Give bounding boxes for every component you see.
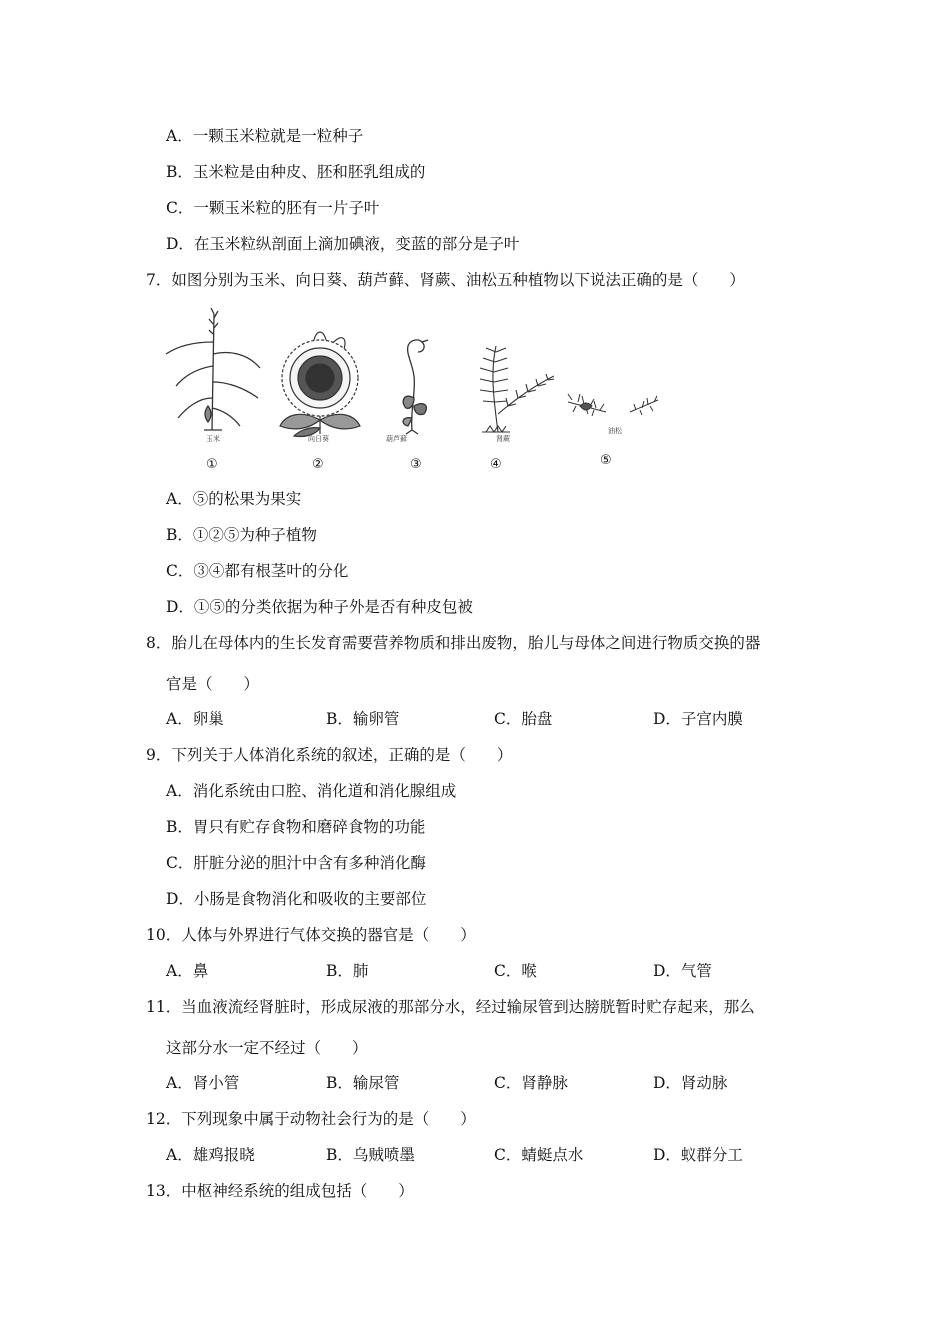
q12-option-a: A．雄鸡报晓 xyxy=(166,1146,255,1164)
q6-option-c: C．一颗玉米粒的胚有一片子叶 xyxy=(166,199,380,217)
q8-option-a: A．卵巢 xyxy=(166,710,224,728)
plant-num-5: ⑤ xyxy=(600,453,612,468)
plant-num-3: ③ xyxy=(410,457,422,472)
q11-option-b: B．输尿管 xyxy=(326,1074,400,1092)
q7-option-b: B．①②⑤为种子植物 xyxy=(166,526,317,544)
q11-stem-line2: 这部分水一定不经过（ ） xyxy=(166,1039,368,1057)
q7-option-c: C．③④都有根茎叶的分化 xyxy=(166,562,349,580)
q9-option-d: D．小肠是食物消化和吸收的主要部位 xyxy=(166,890,427,908)
q8-stem-line1: 8．胎儿在母体内的生长发育需要营养物质和排出废物，胎儿与母体之间进行物质交换的器 xyxy=(146,634,761,652)
q10-option-a: A．鼻 xyxy=(166,962,209,980)
plant-label-fern: 肾蕨 xyxy=(496,435,510,443)
q12-option-d: D．蚁群分工 xyxy=(653,1146,743,1164)
q8-option-d: D．子宫内膜 xyxy=(653,710,743,728)
plant-label-corn: 玉米 xyxy=(206,435,220,443)
q10-option-c: C．喉 xyxy=(494,962,537,980)
q10-option-d: D．气管 xyxy=(653,962,712,980)
plant-label-sunflower: 向日葵 xyxy=(308,435,329,443)
plant-num-1: ① xyxy=(206,457,218,472)
q9-option-b: B．胃只有贮存食物和磨碎食物的功能 xyxy=(166,818,426,836)
q7-option-d: D．①⑤的分类依据为种子外是否有种皮包被 xyxy=(166,598,473,616)
q12-stem: 12．下列现象中属于动物社会行为的是（ ） xyxy=(146,1110,476,1128)
q12-options xyxy=(166,1145,786,1165)
q10-options xyxy=(166,961,786,981)
q6-option-b: B．玉米粒是由种皮、胚和胚乳组成的 xyxy=(166,163,426,181)
q9-option-c: C．肝脏分泌的胆汁中含有多种消化酶 xyxy=(166,854,426,872)
moss-illustration xyxy=(403,340,428,434)
q8-option-c: C．胎盘 xyxy=(494,710,553,728)
q6-option-d: D．在玉米粒纵剖面上滴加碘液，变蓝的部分是子叶 xyxy=(166,235,520,253)
plant-num-2: ② xyxy=(312,457,324,472)
q7-stem: 7．如图分别为玉米、向日葵、葫芦藓、肾蕨、油松五种植物以下说法正确的是（ ） xyxy=(146,271,745,289)
q11-options xyxy=(166,1073,786,1093)
q8-option-b: B．输卵管 xyxy=(326,710,400,728)
q11-option-c: C．肾静脉 xyxy=(494,1074,568,1092)
q9-stem: 9．下列关于人体消化系统的叙述，正确的是（ ） xyxy=(146,746,513,764)
q10-stem: 10．人体与外界进行气体交换的器官是（ ） xyxy=(146,926,476,944)
q11-option-a: A．肾小管 xyxy=(166,1074,240,1092)
pine-illustration xyxy=(568,394,658,416)
q13-stem: 13．中枢神经系统的组成包括（ ） xyxy=(146,1182,414,1200)
corn-illustration xyxy=(166,308,260,430)
q7-plant-figure xyxy=(160,302,670,480)
q8-stem-line2: 官是（ ） xyxy=(166,675,260,693)
q12-option-c: C．蜻蜓点水 xyxy=(494,1146,584,1164)
q10-option-b: B．肺 xyxy=(326,962,369,980)
sunflower-illustration xyxy=(280,332,360,437)
q11-option-d: D．肾动脉 xyxy=(653,1074,728,1092)
fern-illustration xyxy=(480,346,554,432)
q11-stem-line1: 11．当血液流经肾脏时，形成尿液的那部分水，经过输尿管到达膀胱暂时贮存起来，那么 xyxy=(146,998,755,1016)
q6-option-a: A．一颗玉米粒就是一粒种子 xyxy=(166,127,364,145)
q9-option-a: A．消化系统由口腔、消化道和消化腺组成 xyxy=(166,782,457,800)
q12-option-b: B．乌贼喷墨 xyxy=(326,1146,415,1164)
q8-options xyxy=(166,709,786,729)
plant-label-pine: 油松 xyxy=(608,427,622,435)
plant-label-moss: 葫芦藓 xyxy=(386,435,407,443)
q7-option-a: A．⑤的松果为果实 xyxy=(166,490,302,508)
plant-num-4: ④ xyxy=(490,457,502,472)
